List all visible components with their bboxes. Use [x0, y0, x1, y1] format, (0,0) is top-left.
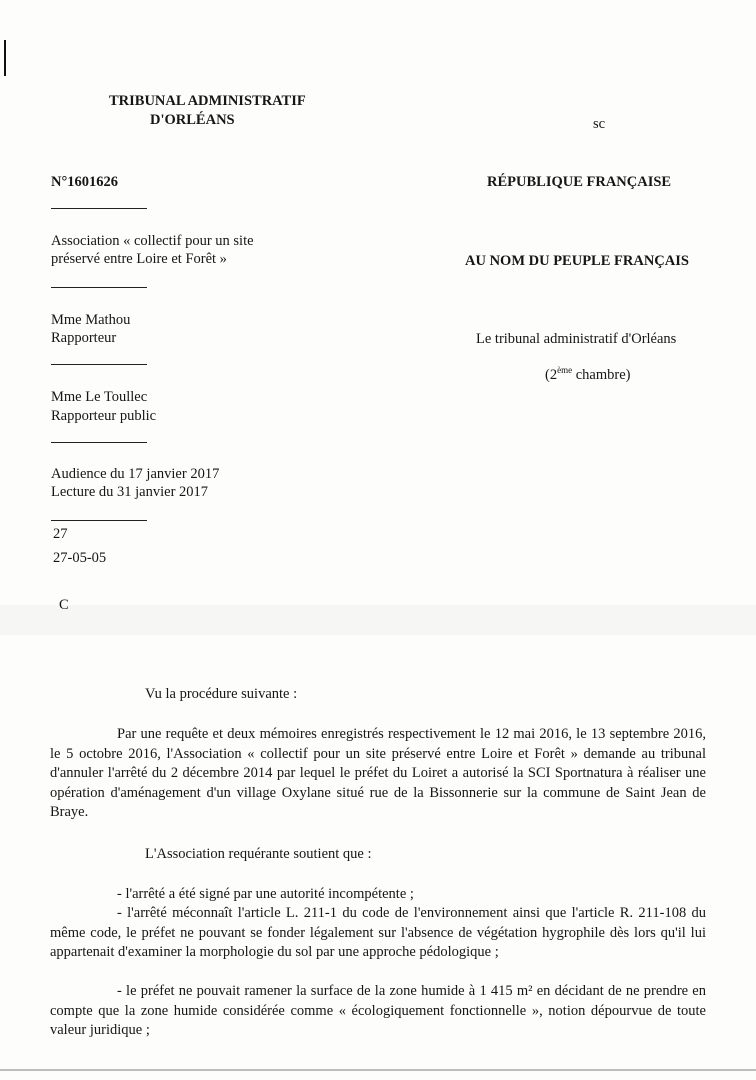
argument-1	[50, 885, 706, 905]
in-name-heading: AU NOM DU PEUPLE FRANÇAIS	[465, 253, 689, 269]
divider	[51, 364, 147, 365]
court-name-line1: TRIBUNAL ADMINISTRATIF	[109, 93, 306, 109]
publication-letter: C	[59, 597, 69, 613]
clerk-initials: sc	[593, 116, 606, 132]
tribunal-name: Le tribunal administratif d'Orléans	[476, 331, 677, 347]
public-rapporteur-name: Mme Le Toullec	[51, 389, 148, 405]
chamber-suffix: chambre)	[572, 367, 631, 383]
procedure-heading: Vu la procédure suivante :	[145, 686, 298, 702]
lecture-date: Lecture du 31 janvier 2017	[51, 484, 209, 500]
scan-bleed-shade	[0, 605, 756, 635]
classification-code-1: 27	[53, 526, 68, 542]
chamber-sup: ème	[557, 365, 573, 376]
argument-1-text: - l'arrêté a été signé par une autorité incompétente ;	[117, 886, 414, 902]
divider	[51, 208, 147, 209]
court-name-line2: D'ORLÉANS	[150, 112, 235, 128]
divider	[51, 520, 147, 521]
association-line1: Association « collectif pour un site	[51, 233, 254, 249]
association-maintains: L'Association requérante soutient que :	[145, 846, 372, 862]
rapporteur-role: Rapporteur	[51, 330, 117, 346]
argument-3-text: - le préfet ne pouvait ramener la surface de la zone humide à 1 415 m² en décidant de ne prendre en compte que la zone humide considérée comme « écologiquement fonctionnelle », notion dépourvue de toute valeur juridique ;	[50, 983, 706, 1038]
argument-2	[50, 904, 706, 963]
classification-code-2: 27-05-05	[53, 550, 107, 566]
chamber-prefix: (2	[545, 367, 558, 383]
audience-date: Audience du 17 janvier 2017	[51, 466, 220, 482]
public-rapporteur-role: Rapporteur public	[51, 408, 157, 424]
republic-heading: RÉPUBLIQUE FRANÇAISE	[487, 174, 672, 190]
argument-3	[50, 982, 706, 1041]
request-text: Par une requête et deux mémoires enregistrés respectivement le 12 mai 2016, le 13 septembre 2016, le 5 octobre 2016, l'Association « collectif pour un site préservé entre Loire et Forêt » demande au tribunal d'annuler l'arrêté du 2 décembre 2014 par lequel le préfet du Loiret a autorisé la SCI Sportnatura à réaliser une opération d'aménagement d'un village Oxylane situé rue de la Bissonnerie sur la commune de Saint Jean de Braye.	[50, 726, 706, 820]
chamber	[545, 367, 630, 384]
margin-mark	[4, 40, 6, 76]
page-edge	[0, 1069, 756, 1071]
divider	[51, 442, 147, 443]
case-number: N°1601626	[51, 174, 119, 190]
association-line2: préservé entre Loire et Forêt »	[51, 251, 227, 267]
request-paragraph	[50, 725, 706, 823]
divider	[51, 287, 147, 288]
argument-2-text: - l'arrêté méconnaît l'article L. 211-1 du code de l'environnement ainsi que l'article R. 211-108 du même code, le préfet ne pouvant se fonder légalement sur l'absence de végétation hygrophile dès lors qu'il lui appartenait d'examiner la morphologie du sol par une approche pédologique ;	[50, 905, 706, 960]
rapporteur-name: Mme Mathou	[51, 312, 131, 328]
